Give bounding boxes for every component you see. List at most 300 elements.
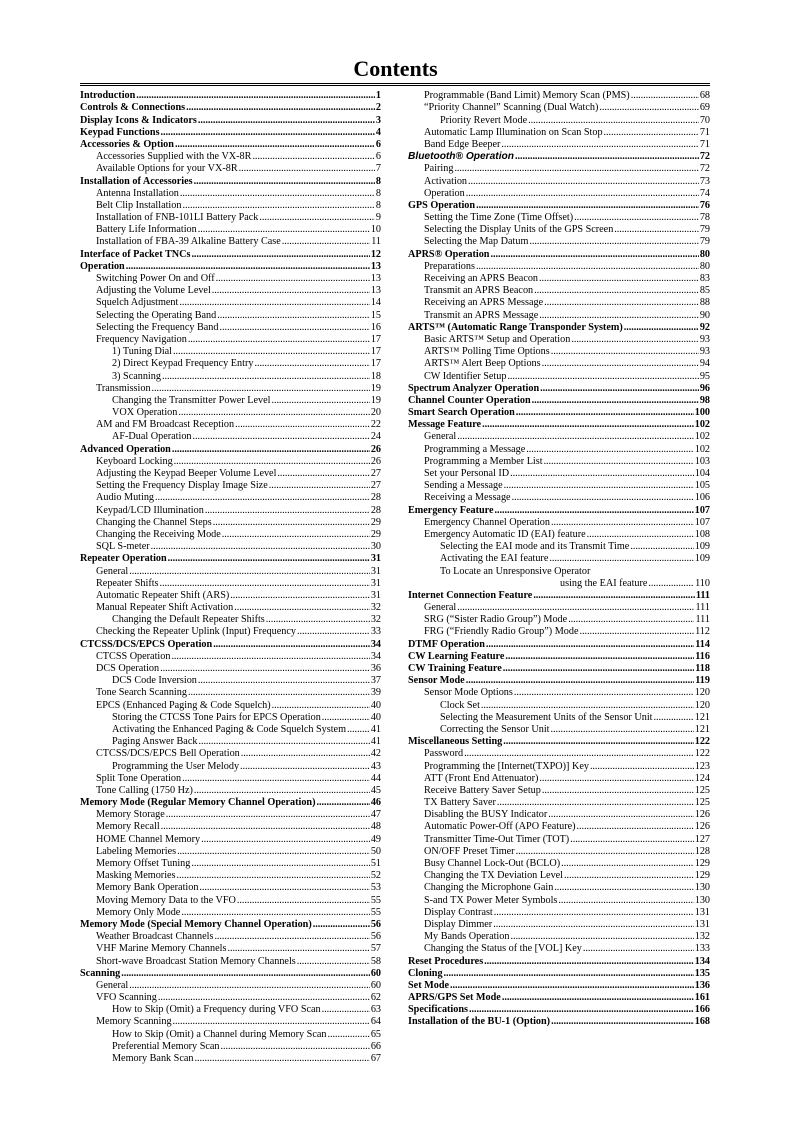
toc-leader-dots [540,383,699,395]
toc-entry [80,200,381,212]
toc-entry-label: Internet Connection Feature [408,589,533,601]
toc-entry-page: 46 [370,797,381,809]
toc-leader-dots [174,456,370,468]
toc-entry-label: Setting the Time Zone (Time Offset) [424,212,574,224]
toc-leader-dots [129,980,370,992]
toc-entry-page: 122 [694,736,710,748]
toc-leader-dots [172,444,370,456]
toc-entry-page: 19 [370,394,381,406]
toc-entry-label: Split Tone Operation [96,772,182,784]
toc-entry-label: Selecting the Map Datum [424,236,529,248]
toc-entry-page: 161 [694,992,710,1004]
toc-entry [408,443,710,455]
toc-entry [80,638,381,650]
toc-entry-label: HOME Channel Memory [96,833,201,845]
toc-entry-page: 72 [699,163,710,175]
toc-entry-label: Selecting the Display Units of the GPS Screen [424,224,614,236]
toc-entry-page: 62 [370,992,381,1004]
toc-entry [80,1028,381,1040]
toc-leader-dots [177,846,370,858]
toc-entry-page: 111 [695,602,710,614]
toc-leader-dots [468,176,699,188]
toc-entry [80,224,381,236]
toc-leader-dots [297,626,370,638]
toc-leader-dots [259,212,375,224]
toc-leader-dots [182,200,374,212]
toc-leader-dots [510,931,693,943]
toc-entry-page: 56 [370,931,381,943]
toc-entry-label: Programming a Member List [424,455,543,467]
toc-entry-label: Spectrum Analyzer Operation [408,382,540,394]
toc-entry [80,565,381,577]
toc-entry [80,955,381,967]
toc-leader-dots [194,176,375,188]
toc-leader-dots [222,529,370,541]
toc-entry-page: 4 [375,126,381,138]
toc-leader-dots [514,687,694,699]
toc-entry-label: Short-wave Broadcast Station Memory Channels [96,955,296,967]
toc-entry-label: Sensor Mode [408,675,465,687]
toc-leader-dots [121,968,370,980]
toc-entry-label: Activating the Enhanced Paging & Code Squelch System [112,723,346,735]
toc-entry [80,285,381,297]
toc-entry-label: Frequency Navigation [96,333,187,345]
toc-entry-label: GPS Operation [408,199,476,211]
toc-entry-label: Installation of the BU-1 (Option) [408,1016,551,1028]
toc-entry-label: How to Skip (Omit) a Channel during Memory Scan [112,1028,327,1040]
toc-entry [408,931,710,943]
toc-entry [408,626,710,638]
toc-leader-dots [450,980,694,992]
toc-entry-page: 13 [370,260,381,272]
toc-entry [80,992,381,1004]
toc-entry-label: Automatic Repeater Shift (ARS) [96,589,230,601]
toc-leader-dots [482,419,694,431]
toc-entry [408,456,710,468]
toc-right-column [408,90,710,1028]
toc-leader-dots [227,943,369,955]
toc-leader-dots [214,931,369,943]
toc-leader-dots [188,334,370,346]
toc-entry-label: VFO Scanning [96,992,157,1004]
toc-entry [80,163,381,175]
toc-leader-dots [466,675,695,687]
toc-entry-page: 9 [375,212,381,224]
toc-entry [80,517,381,529]
toc-entry-page: 114 [695,638,710,650]
toc-entry-label: Password [424,748,464,760]
toc-entry-page: 93 [699,346,710,358]
toc-entry [80,748,381,760]
toc-leader-dots [570,834,694,846]
toc-entry-page: 98 [699,394,710,406]
toc-entry-label: Paging Answer Back [112,736,198,748]
toc-leader-dots [173,1016,370,1028]
toc-entry-page: 31 [370,577,381,589]
toc-entry [80,760,381,772]
toc-entry [408,139,710,151]
toc-entry [80,907,381,919]
toc-entry-page: 20 [370,407,381,419]
toc-leader-dots [614,224,699,236]
toc-leader-dots [198,736,369,748]
toc-entry [408,346,710,358]
toc-leader-dots [568,614,694,626]
toc-entry-page: 34 [370,650,381,662]
toc-entry-label: Antenna Installation [96,187,179,199]
toc-entry [408,773,710,785]
toc-entry-page: 53 [370,882,381,894]
toc-leader-dots [493,919,694,931]
toc-entry-label: DCS Code Inversion [112,675,197,687]
toc-leader-dots [234,602,370,614]
toc-entry [408,809,710,821]
toc-leader-dots [481,700,694,712]
toc-entry [408,699,710,711]
toc-entry-label: VOX Operation [112,407,178,419]
toc-entry-label: Transmit an APRS Message [424,309,539,321]
toc-entry-page: 8 [375,175,381,187]
toc-entry-page: 119 [695,675,710,687]
toc-entry-label: APRS/GPS Set Mode [408,992,501,1004]
toc-entry-label: Set your Personal ID [424,468,510,479]
toc-leader-dots [551,517,694,529]
toc-leader-dots [221,1041,370,1053]
toc-entry-label: ARTS™ Polling Time Options [424,346,550,358]
toc-leader-dots [604,127,699,139]
toc-entry [408,968,710,980]
toc-entry-label: Specifications [408,1004,468,1016]
toc-entry-label: Operation [424,187,465,199]
toc-entry [80,297,381,309]
toc-entry [80,919,381,931]
toc-entry-label: CTCSS/DCS/EPCS Operation [80,638,213,650]
toc-entry-label: Changing the Default Repeater Shifts [112,614,265,626]
toc-entry-page: 80 [699,260,710,272]
toc-entry-label: Operation [80,260,125,272]
toc-entry-label: Accessories Supplied with the VX-8R [96,151,252,163]
toc-entry [80,614,381,626]
toc-entry-label: Emergency Channel Operation [424,516,550,528]
toc-entry-label: Receiving an APRS Beacon [424,273,539,284]
toc-entry [80,90,381,102]
toc-entry-page: 51 [370,858,381,869]
toc-leader-dots [533,590,695,602]
toc-leader-dots [466,188,699,200]
toc-entry-page: 2 [375,102,381,114]
toc-leader-dots [590,761,694,773]
toc-entry [408,431,710,443]
toc-leader-dots [631,90,699,102]
toc-leader-dots [178,407,369,419]
toc-entry [80,699,381,711]
toc-entry [408,590,710,602]
toc-leader-dots [327,1029,369,1041]
toc-entry-label: DTMF Operation [408,638,485,650]
toc-leader-dots [454,163,698,175]
toc-entry-page: 6 [375,138,381,150]
toc-entry [80,724,381,736]
toc-entry-label: Audio Muting [96,492,155,504]
toc-entry-label: Interface of Packet TNCs [80,248,191,260]
toc-entry [408,236,710,248]
toc-entry-label: Activating the EAI feature [440,553,549,565]
toc-entry [408,724,710,736]
toc-entry-label: Tone Calling (1750 Hz) [96,784,193,796]
toc-entry-page: 40 [370,711,381,723]
toc-entry [408,955,710,967]
toc-entry-label: Clock Set [440,699,480,711]
toc-entry-label: Keypad Functions [80,126,160,138]
toc-leader-dots [282,236,370,248]
toc-entry-label: Memory Bank Scan [112,1053,194,1064]
toc-entry-page: 102 [694,431,710,443]
toc-entry-page: 17 [370,333,381,345]
toc-entry-page: 92 [699,321,710,333]
toc-entry-label: Programming a Message [424,443,526,455]
toc-entry-label: Display Icons & Indicators [80,114,197,126]
toc-entry-label: Automatic Power-Off (APO Feature) [424,821,576,833]
toc-entry [408,748,710,760]
toc-entry-label: Masking Memories [96,870,176,882]
toc-entry [408,663,710,675]
toc-entry-page: 129 [694,858,710,869]
toc-leader-dots [653,712,693,724]
toc-leader-dots [237,895,370,907]
toc-entry-label: CW Identifier Setup [424,370,507,382]
toc-entry-page: 8 [375,199,381,211]
toc-entry [408,614,710,626]
toc-entry-label: Band Edge Beeper [424,138,501,150]
toc-entry [80,456,381,468]
toc-entry [408,785,710,797]
toc-entry [408,712,710,724]
toc-entry-page: 60 [370,967,381,979]
toc-leader-dots [534,285,699,297]
toc-leader-dots [495,505,694,517]
toc-entry-label: AM and FM Broadcast Reception [96,419,235,431]
toc-entry-page: 64 [370,1016,381,1028]
toc-entry-page: 29 [370,516,381,528]
toc-entry-page: 36 [370,663,381,674]
toc-entry [80,858,381,870]
toc-leader-dots [252,151,374,163]
toc-entry-label: using the EAI feature [560,577,648,589]
toc-entry-label: Changing the Channel Steps [96,516,212,528]
toc-entry-label: Introduction [80,90,136,102]
toc-entry-page: 79 [699,224,710,236]
toc-entry [80,687,381,699]
toc-entry-label: Squelch Adjustment [96,297,179,309]
toc-leader-dots [322,712,370,724]
toc-leader-dots [171,651,369,663]
toc-entry-label: General [424,431,457,443]
toc-leader-dots [239,163,375,175]
toc-entry [408,1004,710,1016]
toc-entry-page: 127 [694,833,710,845]
toc-entry-label: CW Learning Feature [408,650,505,662]
toc-entry [80,139,381,151]
toc-entry-label: Emergency Automatic ID (EAI) feature [424,528,586,540]
toc-leader-dots [277,468,369,480]
toc-entry-page: 24 [370,431,381,443]
toc-leader-dots [179,297,369,309]
toc-entry [408,541,710,553]
toc-entry-label: Installation of FNB-101LI Battery Pack [96,212,259,224]
toc-leader-dots [151,541,370,553]
toc-entry-label: Set Mode [408,979,450,991]
toc-entry-label: Switching Power On and Off [96,273,215,284]
toc-entry-label: Programmable (Band Limit) Memory Scan (PMS) [424,90,630,102]
toc-leader-dots [186,102,375,114]
toc-entry-label: DCS Operation [96,663,160,674]
toc-leader-dots [271,395,369,407]
toc-entry-page: 41 [370,723,381,735]
toc-entry [80,785,381,797]
toc-leader-dots [551,1016,694,1028]
toc-entry [80,736,381,748]
toc-leader-dots [347,724,370,736]
toc-entry-label: Correcting the Sensor Unit [440,723,550,735]
toc-entry [80,578,381,590]
toc-leader-dots [469,1004,694,1016]
toc-leader-dots [155,492,370,504]
toc-entry [80,480,381,492]
toc-leader-dots [464,748,694,760]
toc-leader-dots [180,188,375,200]
toc-leader-dots [160,578,370,590]
toc-entry [80,943,381,955]
toc-leader-dots [161,127,375,139]
toc-entry [80,273,381,285]
toc-entry-label: Memory Bank Operation [96,882,199,894]
toc-entry-label: Memory Scanning [96,1016,172,1028]
toc-leader-dots [558,895,693,907]
toc-leader-dots [136,90,375,102]
toc-entry-label: Memory Only Mode [96,906,181,918]
toc-entry-label: Receive Battery Saver Setup [424,784,541,796]
toc-entry [408,980,710,992]
toc-leader-dots [532,395,699,407]
toc-entry-label: 3) Scanning [112,370,161,382]
toc-leader-dots [457,431,693,443]
toc-entry-label: Activation [424,175,468,187]
toc-entry-label: Preparations [424,260,475,272]
toc-entry [408,638,710,650]
toc-leader-dots [212,285,370,297]
toc-leader-dots [198,675,370,687]
title-rule [80,83,710,86]
toc-entry-page: 93 [699,333,710,345]
toc-entry-label: Preferential Memory Scan [112,1040,220,1052]
toc-entry [80,346,381,358]
toc-entry [80,443,381,455]
toc-entry-label: How to Skip (Omit) a Frequency during VFO Scan [112,1004,321,1016]
toc-entry [80,468,381,480]
toc-entry [408,370,710,382]
toc-entry-label: Transmitter Time-Out Timer (TOT) [424,833,570,845]
toc-leader-dots [201,834,370,846]
toc-entry-label: Automatic Lamp Illumination on Scan Stop [424,126,603,138]
toc-entry [80,590,381,602]
toc-entry-label: Programming the User Melody [112,760,240,772]
toc-entry [408,163,710,175]
toc-entry-page: 55 [370,894,381,906]
toc-entry-page: 31 [370,565,381,577]
toc-entry-label: Receiving an APRS Message [424,297,544,309]
toc-entry-page: 37 [370,675,381,687]
toc-leader-dots [494,907,694,919]
toc-entry-page: 68 [699,90,710,102]
toc-entry-label: Basic ARTS™ Setup and Operation [424,333,571,345]
page-title: Contents [353,56,438,81]
toc-leader-dots [497,797,694,809]
toc-leader-dots [624,322,699,334]
toc-entry-page: 133 [694,943,710,955]
toc-entry-page: 12 [370,248,381,260]
toc-entry [80,358,381,370]
toc-leader-dots [217,310,370,322]
toc-entry-page: 58 [370,955,381,967]
toc-entry-page: 31 [370,589,381,601]
toc-entry [80,663,381,675]
toc-entry [80,529,381,541]
toc-entry [408,553,710,565]
toc-leader-dots [173,346,370,358]
toc-leader-dots [503,663,695,675]
toc-entry-label: Weather Broadcast Channels [96,931,214,943]
toc-entry [80,492,381,504]
toc-leader-dots [502,992,694,1004]
toc-entry-page: 72 [699,151,710,163]
toc-entry-page: 102 [694,419,710,431]
toc-entry-label: Display Dimmer [424,918,493,930]
toc-entry-label: My Bands Operation [424,931,510,943]
toc-entry-page: 32 [370,602,381,614]
toc-entry-page: 125 [694,784,710,796]
toc-entry-label: ATT (Front End Attenuator) [424,772,539,784]
toc-entry [80,1053,381,1065]
toc-entry [408,480,710,492]
toc-entry [80,114,381,126]
toc-entry-label: Memory Storage [96,809,165,821]
toc-entry-page: 27 [370,480,381,492]
toc-entry-label: Labeling Memories [96,845,177,857]
toc-leader-dots [313,919,370,931]
toc-entry-label: Programming the [Internet(TXPO)] Key [424,760,589,772]
toc-entry [408,127,710,139]
toc-entry [80,821,381,833]
toc-entry-page: 80 [699,248,710,260]
toc-entry-label: Changing the Receiving Mode [96,528,221,540]
toc-entry-page: 18 [370,370,381,382]
toc-entry-page: 10 [370,224,381,236]
toc-entry-label: Checking the Repeater Uplink (Input) Frequency [96,626,297,638]
toc-entry-page: 56 [370,918,381,930]
toc-entry-page: 110 [695,577,710,589]
toc-leader-dots [254,358,369,370]
toc-leader-dots [577,821,694,833]
toc-entry-label: Sending a Message [424,480,503,492]
toc-entry-page: 73 [699,175,710,187]
toc-entry-label: ARTS™ Alert Beep Options [424,358,541,370]
toc-leader-dots [160,663,370,675]
toc-entry [408,212,710,224]
toc-entry-page: 79 [699,236,710,248]
toc-entry-label: Reset Procedures [408,955,484,967]
toc-entry-label: Changing the Microphone Gain [424,882,554,894]
toc-leader-dots [272,700,370,712]
